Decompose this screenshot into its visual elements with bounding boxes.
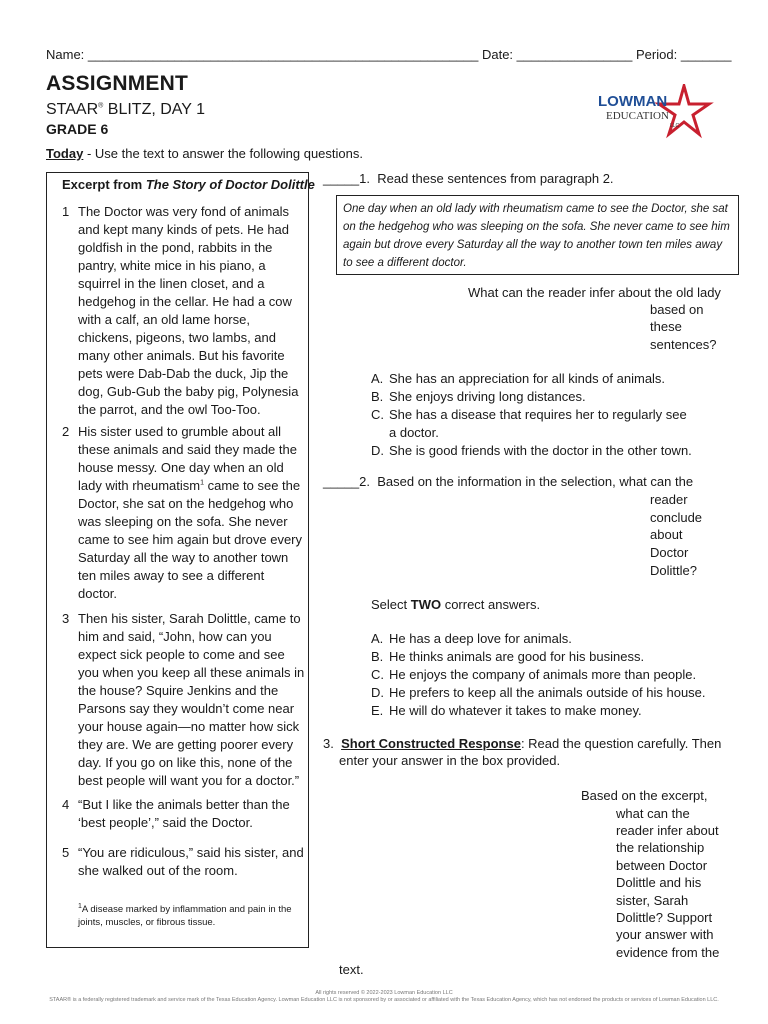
today-instruction	[46, 146, 363, 161]
question-3-instruction-line2: enter your answer in the box provided.	[339, 753, 561, 768]
paragraph-1: The Doctor was very fond of animals and kept many kinds of pets. He had goldfish in the pond, rabbits in the pantry, white mice in his piano, a squirrel in the linen closet, and a hedgehog in the cellar. He had a cow with a calf, an old lame horse, chickens, pigeons, two lambs, and many other animals. But his favorite pets were Dab-Dab the duck, Jip the dog, Gub-Gub the baby pig, Polynesia the parrot, and the owl Too-Too.	[78, 204, 299, 417]
question-1-question-line1: What can the reader infer about the old lady	[468, 285, 721, 300]
paragraph-4: “But I like the animals better than the ‘best people’,” said the Doctor.	[78, 797, 290, 830]
question-2-text: Based on the information in the selection, what can the	[377, 474, 694, 489]
question-3-line: Dolittle? Support	[616, 910, 713, 925]
quote-box: One day when an old lady with rheumatism came to see the Doctor, she sat on the hedgehog who was sleeping on the sofa. She never came to see him again but drove every Saturday all the way to another town ten miles away to see a different doctor.	[336, 195, 739, 275]
question-1-answer-blank[interactable]: _____	[323, 171, 360, 186]
question-1-question-line4: sentences?	[650, 337, 717, 352]
question-2-word: Dolittle?	[650, 563, 697, 578]
period-field[interactable]: _______	[680, 47, 732, 62]
question-3-line: what can the	[616, 806, 690, 821]
date-label: Date:	[481, 47, 514, 62]
paragraph-number: 2	[62, 424, 70, 439]
question-3-line: sister, Sarah	[616, 893, 689, 908]
subtitle-mark: ®	[98, 102, 104, 110]
logo-text-lowman: LOWMAN	[598, 93, 668, 110]
question-3-line: your answer with	[616, 927, 714, 942]
question-2-word: reader	[650, 492, 688, 507]
lowman-education-logo	[596, 84, 716, 140]
option-a[interactable]: A. She has an appreciation for all kinds of animals.	[371, 371, 666, 386]
question-2-word: about	[650, 527, 683, 542]
question-3-line: the relationship	[616, 840, 705, 855]
subtitle-main: STAAR	[46, 101, 99, 118]
name-label: Name:	[46, 47, 85, 62]
question-3-last-word: text.	[339, 962, 364, 977]
page-subtitle	[46, 101, 205, 119]
option-b[interactable]: B. She enjoys driving long distances.	[371, 389, 586, 404]
question-1-options	[371, 370, 721, 460]
question-2-number: 2.	[359, 474, 370, 489]
footnote-text: A disease marked by inflammation and pain in the joints, muscles, or fibrous tissue.	[78, 904, 292, 928]
question-1-question-line2: based on	[650, 302, 704, 317]
question-3-line: evidence from the	[616, 945, 720, 960]
question-2-word: conclude	[650, 510, 703, 525]
question-3-prompt	[323, 735, 721, 752]
paragraph-2-text-b: came to see the Doctor, she sat on the hedgehog who was sleeping on the sofa. She never came to see him again but drove every Saturday all the way to another town ten miles away to see a different doctor.	[78, 478, 303, 601]
question-1-question-line3: these	[650, 319, 682, 334]
question-3-line: Based on the excerpt,	[581, 788, 708, 803]
question-2-answer-blank[interactable]: _____	[323, 474, 360, 489]
footnote	[78, 903, 298, 929]
option-d[interactable]: D. He prefers to keep all the animals outside of his house.	[371, 685, 706, 700]
option-b[interactable]: B. He thinks animals are good for his business.	[371, 649, 645, 664]
excerpt-title-book: The Story of Doctor Dolittle	[145, 177, 315, 192]
date-field[interactable]: ________________	[516, 47, 633, 62]
question-2-select-instruction: Select TWO correct answers.	[371, 597, 541, 612]
question-3-label: Short Constructed Response	[341, 736, 521, 751]
name-field[interactable]: ______________________________________________________	[87, 47, 479, 62]
question-3-line: between Doctor	[616, 858, 708, 873]
question-3-line: reader infer about	[616, 823, 719, 838]
paragraph-number: 4	[62, 797, 70, 812]
paragraph-5: “You are ridiculous,” said his sister, and she walked out of the room.	[78, 845, 304, 878]
paragraph-number: 3	[62, 611, 70, 626]
footnote-num: 1	[78, 902, 82, 910]
trademark-footer: STAAR® is a federally registered trademark and service mark of the Texas Education Agency. Lowman Education LLC is not sponsored by or associated or affiliated with the Texas Education Agency, which has not endorsed the products or services of Lowman Education LLC.	[49, 997, 719, 1003]
logo-text-llc: LLC	[670, 123, 680, 129]
option-e[interactable]: E. He will do whatever it takes to make money.	[371, 703, 642, 718]
today-label: Today	[46, 146, 84, 161]
option-c[interactable]: C. He enjoys the company of animals more than people.	[371, 667, 697, 682]
question-3-instruction: : Read the question carefully. Then	[520, 736, 722, 751]
question-2-options	[371, 630, 731, 720]
paragraph-number: 5	[62, 845, 70, 860]
option-d[interactable]: D. She is good friends with the doctor in the other town.	[371, 443, 692, 458]
question-1-prompt	[323, 170, 614, 187]
question-1-text: Read these sentences from paragraph 2.	[377, 171, 614, 186]
logo-text-education: EDUCATION	[606, 110, 669, 122]
question-3-number: 3.	[323, 736, 334, 751]
question-2-prompt	[323, 473, 693, 490]
paragraph-2	[78, 423, 306, 603]
paragraph-number: 1	[62, 204, 70, 219]
grade-label: GRADE 6	[46, 121, 109, 137]
subtitle-rest: BLITZ, DAY 1	[103, 101, 205, 118]
header-line	[46, 47, 732, 62]
page-title: ASSIGNMENT	[46, 72, 189, 95]
question-1-number: 1.	[359, 171, 370, 186]
period-label: Period:	[635, 47, 678, 62]
excerpt-title	[62, 177, 315, 192]
copyright-footer: All rights reserved © 2022-2023 Lowman Education LLC	[315, 990, 453, 996]
question-3-line: Dolittle and his	[616, 875, 702, 890]
excerpt-title-prefix: Excerpt from	[62, 177, 146, 192]
option-a[interactable]: A. He has a deep love for animals.	[371, 631, 572, 646]
today-text: - Use the text to answer the following questions.	[83, 146, 363, 161]
question-2-word: Doctor	[650, 545, 689, 560]
footnote-ref: 1	[200, 479, 205, 487]
paragraph-3: Then his sister, Sarah Dolittle, came to him and said, “John, how can you expect sick people to come and see you when you keep all these animals in the house? Squire Jenkins and the Parsons say they wouldn’t come near your house again—no matter how sick they are. We are getting poorer every day. If you go on like this, none of the best people will want you for a doctor.”	[78, 611, 305, 788]
paragraph-2-text-a: His sister used to grumble about all these animals and said they made the house messy. One day when an old lady with rheumatism	[78, 424, 297, 493]
option-c[interactable]: C. She has a disease that requires her to regularly see a doctor.	[371, 407, 687, 440]
